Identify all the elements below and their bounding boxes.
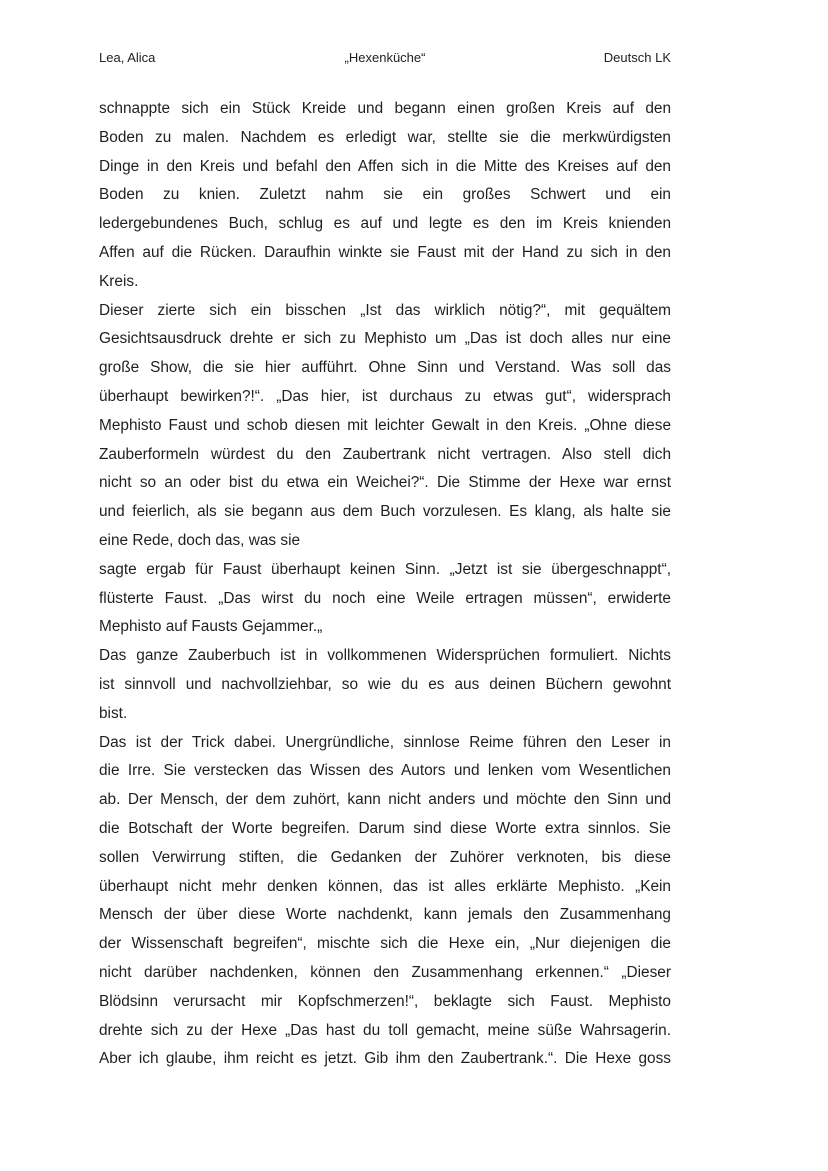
- text-line: nicht so an oder bist du etwa ein Weichei?“. Die Stimme der Hexe war ernst: [99, 474, 671, 492]
- text-line: Das ist der Trick dabei. Unergründliche, sinnlose Reime führen den Leser in: [99, 733, 671, 751]
- text-line: Aber ich glaube, ihm reicht es jetzt. Gib ihm den Zaubertrank.“. Die Hexe goss: [99, 1050, 671, 1068]
- text-line: flüsterte Faust. „Das wirst du noch eine Weile ertragen müssen“, erwiderte: [99, 589, 671, 607]
- text-line: Gesichtsausdruck drehte er sich zu Mephisto um „Das ist doch alles nur eine: [99, 330, 671, 348]
- text-line: sollen Verwirrung stiften, die Gedanken der Zuhörer verknoten, bis diese: [99, 848, 671, 866]
- text-line: und feierlich, als sie begann aus dem Buch vorzulesen. Es klang, als halte sie: [99, 503, 671, 521]
- text-line: Boden zu malen. Nachdem es erledigt war, stellte sie die merkwürdigsten: [99, 128, 671, 146]
- text-line: die Irre. Sie verstecken das Wissen des Autors und lenken vom Wesentlichen: [99, 762, 671, 780]
- text-line: Kreis.: [99, 272, 139, 290]
- text-line: ledergebundenes Buch, schlug es auf und legte es den im Kreis knienden: [99, 215, 671, 233]
- text-line: überhaupt nicht mehr denken können, das ist alles erklärte Mephisto. „Kein: [99, 877, 671, 895]
- text-line: drehte sich zu der Hexe „Das hast du toll gemacht, meine süße Wahrsagerin.: [99, 1021, 671, 1039]
- text-line: nicht darüber nachdenken, können den Zusammenhang erkennen.“ „Dieser: [99, 963, 671, 981]
- text-line: Blödsinn verursacht mir Kopfschmerzen!“, beklagte sich Faust. Mephisto: [99, 992, 671, 1010]
- text-line: sagte ergab für Faust überhaupt keinen Sinn. „Jetzt ist sie übergeschnappt“,: [99, 560, 671, 578]
- text-line: große Show, die sie hier aufführt. Ohne Sinn und Verstand. Was soll das: [99, 359, 671, 377]
- text-line: Dieser zierte sich ein bisschen „Ist das wirklich nötig?“, mit gequältem: [99, 301, 671, 319]
- text-line: Affen auf die Rücken. Daraufhin winkte sie Faust mit der Hand zu sich in den: [99, 243, 671, 261]
- text-line: Zauberformeln würdest du den Zaubertrank nicht vertragen. Also stell dich: [99, 445, 671, 463]
- text-line: Das ganze Zauberbuch ist in vollkommenen Widersprüchen formuliert. Nichts: [99, 647, 671, 665]
- text-line: schnappte sich ein Stück Kreide und begann einen großen Kreis auf den: [99, 100, 671, 117]
- text-line: Dinge in den Kreis und befahl den Affen sich in die Mitte des Kreises auf den: [99, 157, 671, 175]
- text-line: Mensch der über diese Worte nachdenkt, kann jemals den Zusammenhang: [99, 906, 671, 924]
- header-title: „Hexenküche“: [344, 50, 426, 65]
- text-line: bist.: [99, 704, 128, 722]
- body-text: [99, 95, 671, 1074]
- header-course: Deutsch LK: [603, 50, 671, 65]
- text-line: ist sinnvoll und nachvollziehbar, so wie du es aus deinen Büchern gewohnt: [99, 675, 671, 693]
- text-line: die Botschaft der Worte begreifen. Darum sind diese Worte extra sinnlos. Sie: [99, 819, 671, 837]
- text-line: Mephisto Faust und schob diesen mit leichter Gewalt in den Kreis. „Ohne diese: [99, 416, 671, 434]
- text-line: der Wissenschaft begreifen“, mischte sich die Hexe ein, „Nur diejenigen die: [99, 935, 671, 953]
- header-authors: Lea, Alica: [99, 50, 156, 65]
- page-header: [99, 50, 671, 70]
- text-line: ab. Der Mensch, der dem zuhört, kann nicht anders und möchte den Sinn und: [99, 791, 671, 809]
- text-line: eine Rede, doch das, was sie: [99, 531, 301, 549]
- text-line: überhaupt bewirken?!“. „Das hier, ist durchaus zu etwas gut“, widersprach: [99, 387, 671, 405]
- text-line: Boden zu knien. Zuletzt nahm sie ein großes Schwert und ein: [99, 186, 671, 204]
- text-line: Mephisto auf Fausts Gejammer.„: [99, 618, 323, 636]
